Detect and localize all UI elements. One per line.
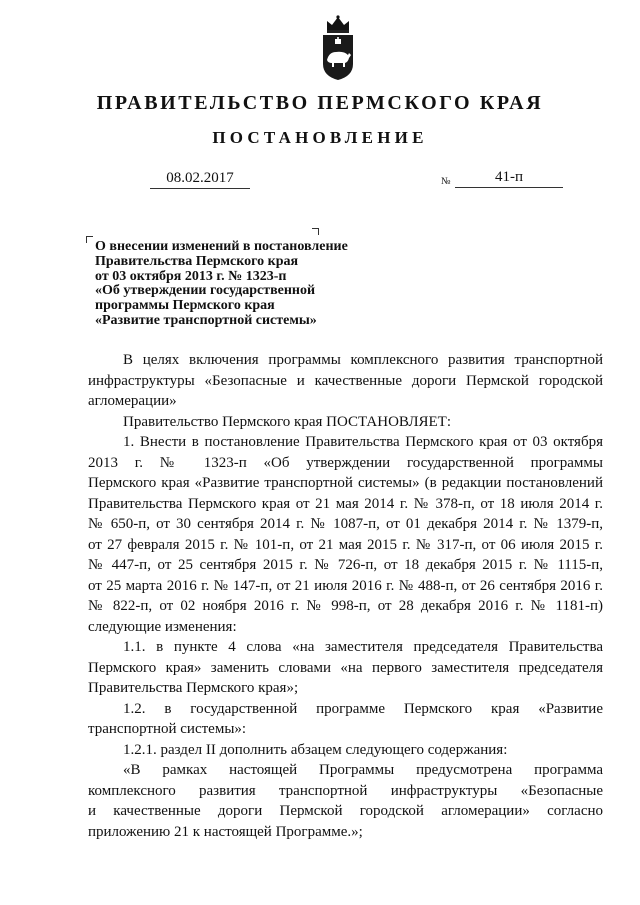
body-line: 2013 г. № 1323-п «Об утверждении государственной программы: [88, 454, 603, 471]
body-line: № 650-п, от 30 сентября 2014 г. № 1087-п, от 01 декабря 2014 г. № 1379-п,: [88, 516, 603, 532]
document-subject: [95, 240, 348, 329]
subject-corner-left: [86, 236, 93, 243]
body-line: № 822-п, от 02 ноября 2016 г. № 998-п, от 28 декабря 2016 г. № 1181-п): [88, 598, 603, 614]
subject-line: программы Пермского края: [95, 298, 275, 314]
document-type: ПОСТАНОВЛЕНИЕ: [212, 128, 428, 147]
subject-corner-right: [312, 228, 319, 235]
body-line: В целях включения программы комплексного развития транспортной: [123, 352, 603, 368]
body-line: 1.2.1. раздел II дополнить абзацем следующего содержания:: [123, 741, 508, 758]
government-name: ПРАВИТЕЛЬСТВО ПЕРМСКОГО КРАЯ: [96, 92, 544, 114]
body-line: «В рамках настоящей Программы предусмотрена программа: [123, 762, 603, 778]
body-line: от 25 марта 2016 г. № 147-п, от 21 июля 2016 г. № 488-п, от 26 сентября 2016 г.: [88, 577, 603, 594]
body-line: транспортной системы»:: [88, 721, 247, 737]
body-line: № 447-п, от 25 сентября 2015 г. № 726-п, от 18 декабря 2015 г. № 1115-п,: [88, 557, 603, 573]
subject-line: от 03 октября 2013 г. № 1323-п: [95, 268, 287, 284]
subject-line: «Об утверждении государственной: [95, 283, 316, 299]
subject-line: О внесении изменений в постановление: [95, 239, 348, 254]
body-line: Правительства Пермского края от 21 мая 2014 г. № 378-п, от 18 июля 2014 г.: [88, 495, 603, 512]
body-line: 1. Внести в постановление Правительства Пермского края от 03 октября: [123, 434, 603, 450]
body-line: от 27 февраля 2015 г. № 101-п, от 21 мая 2015 г. № 317-п, от 06 июля 2015 г.: [88, 536, 603, 553]
document-date: 08.02.2017: [150, 170, 250, 189]
number-label: №: [441, 176, 451, 187]
body-line: следующие изменения:: [88, 618, 237, 635]
body-line: Пермского края «Развитие транспортной системы» (в редакции постановлений: [88, 475, 603, 491]
subject-line: Правительства Пермского края: [95, 253, 299, 269]
body-line: 1.2. в государственной программе Пермского края «Развитие: [123, 700, 603, 717]
document-number: 41-п: [455, 169, 563, 188]
body-line: комплексного развития транспортной инфраструктуры «Безопасные: [88, 782, 603, 799]
body-line: Правительства Пермского края»;: [88, 680, 299, 696]
body-line: 1.1. в пункте 4 слова «на заместителя председателя Правительства: [123, 639, 603, 655]
document-body: [88, 350, 603, 842]
body-line: Правительство Пермского края ПОСТАНОВЛЯЕТ:: [123, 413, 452, 430]
body-line: приложению 21 к настоящей Программе.»;: [88, 823, 363, 840]
body-line: инфраструктуры «Безопасные и качественные дороги Пермской городской: [88, 372, 603, 389]
body-line: агломерации»: [88, 393, 177, 409]
body-line: Пермского края» заменить словами «на первого заместителя председателя: [88, 659, 603, 676]
coat-of-arms-icon: [318, 14, 358, 82]
body-line: и качественные дороги Пермской городской агломерации» согласно: [88, 803, 603, 819]
subject-line: «Развитие транспортной системы»: [95, 312, 317, 328]
